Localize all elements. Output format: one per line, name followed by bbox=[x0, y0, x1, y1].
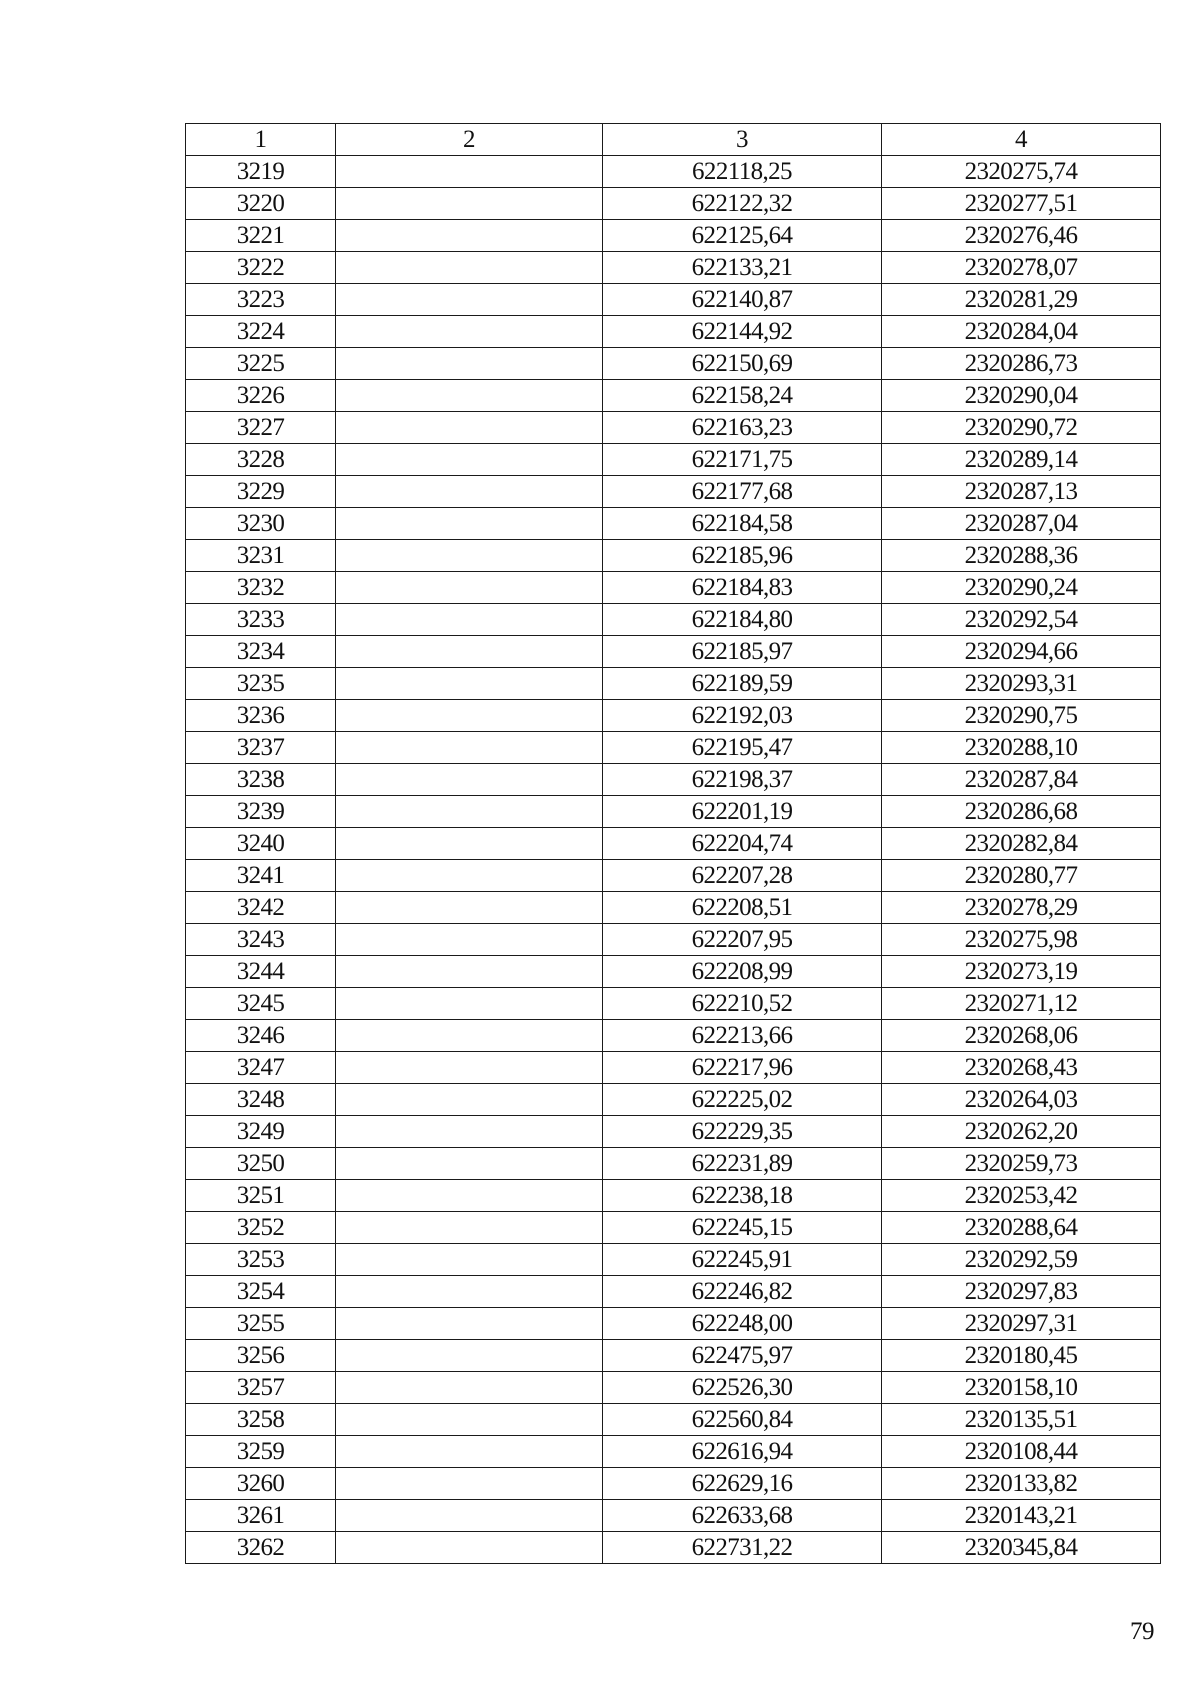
point-number-cell: 3239 bbox=[186, 796, 336, 828]
y-coordinate-cell: 2320292,54 bbox=[882, 604, 1161, 636]
table-row bbox=[186, 1148, 1161, 1180]
y-coordinate-cell: 2320287,84 bbox=[882, 764, 1161, 796]
x-coordinate-cell: 622616,94 bbox=[603, 1436, 882, 1468]
x-coordinate-cell: 622560,84 bbox=[603, 1404, 882, 1436]
description-cell bbox=[336, 764, 603, 796]
description-cell bbox=[336, 380, 603, 412]
y-coordinate-cell: 2320294,66 bbox=[882, 636, 1161, 668]
x-coordinate-cell: 622238,18 bbox=[603, 1180, 882, 1212]
x-coordinate-cell: 622526,30 bbox=[603, 1372, 882, 1404]
point-number-cell: 3230 bbox=[186, 508, 336, 540]
point-number-cell: 3246 bbox=[186, 1020, 336, 1052]
table-row bbox=[186, 252, 1161, 284]
y-coordinate-cell: 2320180,45 bbox=[882, 1340, 1161, 1372]
point-number-cell: 3229 bbox=[186, 476, 336, 508]
x-coordinate-cell: 622245,15 bbox=[603, 1212, 882, 1244]
x-coordinate-cell: 622229,35 bbox=[603, 1116, 882, 1148]
column-header-3: 3 bbox=[603, 124, 882, 156]
x-coordinate-cell: 622213,66 bbox=[603, 1020, 882, 1052]
y-coordinate-cell: 2320284,04 bbox=[882, 316, 1161, 348]
x-coordinate-cell: 622192,03 bbox=[603, 700, 882, 732]
point-number-cell: 3253 bbox=[186, 1244, 336, 1276]
description-cell bbox=[336, 476, 603, 508]
y-coordinate-cell: 2320271,12 bbox=[882, 988, 1161, 1020]
table-row bbox=[186, 1436, 1161, 1468]
y-coordinate-cell: 2320143,21 bbox=[882, 1500, 1161, 1532]
x-coordinate-cell: 622122,32 bbox=[603, 188, 882, 220]
description-cell bbox=[336, 796, 603, 828]
description-cell bbox=[336, 220, 603, 252]
x-coordinate-cell: 622731,22 bbox=[603, 1532, 882, 1564]
table-row bbox=[186, 796, 1161, 828]
x-coordinate-cell: 622207,28 bbox=[603, 860, 882, 892]
x-coordinate-cell: 622208,51 bbox=[603, 892, 882, 924]
description-cell bbox=[336, 252, 603, 284]
x-coordinate-cell: 622246,82 bbox=[603, 1276, 882, 1308]
description-cell bbox=[336, 732, 603, 764]
x-coordinate-cell: 622189,59 bbox=[603, 668, 882, 700]
x-coordinate-cell: 622133,21 bbox=[603, 252, 882, 284]
point-number-cell: 3238 bbox=[186, 764, 336, 796]
x-coordinate-cell: 622248,00 bbox=[603, 1308, 882, 1340]
point-number-cell: 3221 bbox=[186, 220, 336, 252]
point-number-cell: 3243 bbox=[186, 924, 336, 956]
table-row bbox=[186, 636, 1161, 668]
table-row bbox=[186, 732, 1161, 764]
y-coordinate-cell: 2320287,13 bbox=[882, 476, 1161, 508]
description-cell bbox=[336, 700, 603, 732]
x-coordinate-cell: 622185,97 bbox=[603, 636, 882, 668]
x-coordinate-cell: 622198,37 bbox=[603, 764, 882, 796]
x-coordinate-cell: 622475,97 bbox=[603, 1340, 882, 1372]
point-number-cell: 3261 bbox=[186, 1500, 336, 1532]
description-cell bbox=[336, 348, 603, 380]
table-row bbox=[186, 892, 1161, 924]
table-row bbox=[186, 956, 1161, 988]
table-row bbox=[186, 508, 1161, 540]
point-number-cell: 3223 bbox=[186, 284, 336, 316]
table-row bbox=[186, 572, 1161, 604]
table-row bbox=[186, 188, 1161, 220]
table-row bbox=[186, 1372, 1161, 1404]
x-coordinate-cell: 622225,02 bbox=[603, 1084, 882, 1116]
description-cell bbox=[336, 1468, 603, 1500]
description-cell bbox=[336, 1116, 603, 1148]
description-cell bbox=[336, 1020, 603, 1052]
y-coordinate-cell: 2320278,07 bbox=[882, 252, 1161, 284]
table-row bbox=[186, 1404, 1161, 1436]
y-coordinate-cell: 2320288,64 bbox=[882, 1212, 1161, 1244]
table-row bbox=[186, 988, 1161, 1020]
column-header-4: 4 bbox=[882, 124, 1161, 156]
point-number-cell: 3256 bbox=[186, 1340, 336, 1372]
description-cell bbox=[336, 636, 603, 668]
table-row bbox=[186, 156, 1161, 188]
table-row bbox=[186, 1244, 1161, 1276]
point-number-cell: 3240 bbox=[186, 828, 336, 860]
point-number-cell: 3251 bbox=[186, 1180, 336, 1212]
point-number-cell: 3244 bbox=[186, 956, 336, 988]
x-coordinate-cell: 622184,83 bbox=[603, 572, 882, 604]
description-cell bbox=[336, 828, 603, 860]
point-number-cell: 3224 bbox=[186, 316, 336, 348]
description-cell bbox=[336, 284, 603, 316]
point-number-cell: 3227 bbox=[186, 412, 336, 444]
description-cell bbox=[336, 572, 603, 604]
table-row bbox=[186, 540, 1161, 572]
table-row bbox=[186, 1212, 1161, 1244]
table-row bbox=[186, 604, 1161, 636]
point-number-cell: 3220 bbox=[186, 188, 336, 220]
y-coordinate-cell: 2320282,84 bbox=[882, 828, 1161, 860]
table-header-row bbox=[186, 124, 1161, 156]
x-coordinate-cell: 622184,58 bbox=[603, 508, 882, 540]
x-coordinate-cell: 622163,23 bbox=[603, 412, 882, 444]
coordinates-table-container bbox=[185, 123, 1160, 1564]
table-row bbox=[186, 1180, 1161, 1212]
table-row bbox=[186, 1532, 1161, 1564]
description-cell bbox=[336, 1500, 603, 1532]
description-cell bbox=[336, 892, 603, 924]
description-cell bbox=[336, 1052, 603, 1084]
point-number-cell: 3248 bbox=[186, 1084, 336, 1116]
y-coordinate-cell: 2320287,04 bbox=[882, 508, 1161, 540]
point-number-cell: 3242 bbox=[186, 892, 336, 924]
table-row bbox=[186, 1276, 1161, 1308]
point-number-cell: 3233 bbox=[186, 604, 336, 636]
x-coordinate-cell: 622629,16 bbox=[603, 1468, 882, 1500]
y-coordinate-cell: 2320262,20 bbox=[882, 1116, 1161, 1148]
description-cell bbox=[336, 156, 603, 188]
description-cell bbox=[336, 988, 603, 1020]
description-cell bbox=[336, 1180, 603, 1212]
description-cell bbox=[336, 1212, 603, 1244]
x-coordinate-cell: 622185,96 bbox=[603, 540, 882, 572]
y-coordinate-cell: 2320108,44 bbox=[882, 1436, 1161, 1468]
y-coordinate-cell: 2320259,73 bbox=[882, 1148, 1161, 1180]
table-row bbox=[186, 476, 1161, 508]
y-coordinate-cell: 2320268,06 bbox=[882, 1020, 1161, 1052]
x-coordinate-cell: 622177,68 bbox=[603, 476, 882, 508]
description-cell bbox=[336, 956, 603, 988]
description-cell bbox=[336, 1372, 603, 1404]
point-number-cell: 3259 bbox=[186, 1436, 336, 1468]
table-row bbox=[186, 700, 1161, 732]
point-number-cell: 3250 bbox=[186, 1148, 336, 1180]
y-coordinate-cell: 2320135,51 bbox=[882, 1404, 1161, 1436]
y-coordinate-cell: 2320277,51 bbox=[882, 188, 1161, 220]
y-coordinate-cell: 2320290,72 bbox=[882, 412, 1161, 444]
table-row bbox=[186, 1084, 1161, 1116]
y-coordinate-cell: 2320281,29 bbox=[882, 284, 1161, 316]
x-coordinate-cell: 622208,99 bbox=[603, 956, 882, 988]
page-number: 79 bbox=[1130, 1618, 1154, 1645]
description-cell bbox=[336, 188, 603, 220]
coordinates-table bbox=[185, 123, 1161, 1564]
table-row bbox=[186, 1308, 1161, 1340]
x-coordinate-cell: 622217,96 bbox=[603, 1052, 882, 1084]
x-coordinate-cell: 622144,92 bbox=[603, 316, 882, 348]
description-cell bbox=[336, 1148, 603, 1180]
description-cell bbox=[336, 1436, 603, 1468]
y-coordinate-cell: 2320133,82 bbox=[882, 1468, 1161, 1500]
point-number-cell: 3252 bbox=[186, 1212, 336, 1244]
description-cell bbox=[336, 604, 603, 636]
table-row bbox=[186, 444, 1161, 476]
x-coordinate-cell: 622195,47 bbox=[603, 732, 882, 764]
description-cell bbox=[336, 924, 603, 956]
table-row bbox=[186, 668, 1161, 700]
table-row bbox=[186, 828, 1161, 860]
description-cell bbox=[336, 1532, 603, 1564]
description-cell bbox=[336, 316, 603, 348]
table-row bbox=[186, 220, 1161, 252]
table-row bbox=[186, 1116, 1161, 1148]
description-cell bbox=[336, 1340, 603, 1372]
y-coordinate-cell: 2320290,75 bbox=[882, 700, 1161, 732]
table-row bbox=[186, 380, 1161, 412]
point-number-cell: 3247 bbox=[186, 1052, 336, 1084]
description-cell bbox=[336, 444, 603, 476]
y-coordinate-cell: 2320297,31 bbox=[882, 1308, 1161, 1340]
description-cell bbox=[336, 1084, 603, 1116]
point-number-cell: 3235 bbox=[186, 668, 336, 700]
point-number-cell: 3225 bbox=[186, 348, 336, 380]
x-coordinate-cell: 622125,64 bbox=[603, 220, 882, 252]
table-row bbox=[186, 1052, 1161, 1084]
y-coordinate-cell: 2320286,68 bbox=[882, 796, 1161, 828]
y-coordinate-cell: 2320290,24 bbox=[882, 572, 1161, 604]
x-coordinate-cell: 622171,75 bbox=[603, 444, 882, 476]
point-number-cell: 3226 bbox=[186, 380, 336, 412]
point-number-cell: 3241 bbox=[186, 860, 336, 892]
y-coordinate-cell: 2320293,31 bbox=[882, 668, 1161, 700]
point-number-cell: 3231 bbox=[186, 540, 336, 572]
table-row bbox=[186, 412, 1161, 444]
description-cell bbox=[336, 412, 603, 444]
description-cell bbox=[336, 1276, 603, 1308]
y-coordinate-cell: 2320280,77 bbox=[882, 860, 1161, 892]
point-number-cell: 3219 bbox=[186, 156, 336, 188]
table-row bbox=[186, 924, 1161, 956]
table-row bbox=[186, 284, 1161, 316]
y-coordinate-cell: 2320275,74 bbox=[882, 156, 1161, 188]
table-row bbox=[186, 764, 1161, 796]
x-coordinate-cell: 622633,68 bbox=[603, 1500, 882, 1532]
table-row bbox=[186, 1020, 1161, 1052]
description-cell bbox=[336, 1404, 603, 1436]
y-coordinate-cell: 2320253,42 bbox=[882, 1180, 1161, 1212]
x-coordinate-cell: 622184,80 bbox=[603, 604, 882, 636]
point-number-cell: 3245 bbox=[186, 988, 336, 1020]
point-number-cell: 3237 bbox=[186, 732, 336, 764]
table-row bbox=[186, 1340, 1161, 1372]
description-cell bbox=[336, 668, 603, 700]
y-coordinate-cell: 2320278,29 bbox=[882, 892, 1161, 924]
x-coordinate-cell: 622210,52 bbox=[603, 988, 882, 1020]
point-number-cell: 3232 bbox=[186, 572, 336, 604]
description-cell bbox=[336, 540, 603, 572]
y-coordinate-cell: 2320290,04 bbox=[882, 380, 1161, 412]
x-coordinate-cell: 622204,74 bbox=[603, 828, 882, 860]
coordinates-table-body bbox=[186, 124, 1161, 1564]
description-cell bbox=[336, 508, 603, 540]
y-coordinate-cell: 2320275,98 bbox=[882, 924, 1161, 956]
description-cell bbox=[336, 1308, 603, 1340]
x-coordinate-cell: 622201,19 bbox=[603, 796, 882, 828]
x-coordinate-cell: 622158,24 bbox=[603, 380, 882, 412]
point-number-cell: 3255 bbox=[186, 1308, 336, 1340]
table-row bbox=[186, 348, 1161, 380]
x-coordinate-cell: 622150,69 bbox=[603, 348, 882, 380]
y-coordinate-cell: 2320292,59 bbox=[882, 1244, 1161, 1276]
description-cell bbox=[336, 1244, 603, 1276]
y-coordinate-cell: 2320289,14 bbox=[882, 444, 1161, 476]
table-row bbox=[186, 1500, 1161, 1532]
y-coordinate-cell: 2320268,43 bbox=[882, 1052, 1161, 1084]
table-row bbox=[186, 860, 1161, 892]
y-coordinate-cell: 2320288,36 bbox=[882, 540, 1161, 572]
point-number-cell: 3254 bbox=[186, 1276, 336, 1308]
y-coordinate-cell: 2320273,19 bbox=[882, 956, 1161, 988]
x-coordinate-cell: 622207,95 bbox=[603, 924, 882, 956]
table-row bbox=[186, 1468, 1161, 1500]
point-number-cell: 3228 bbox=[186, 444, 336, 476]
column-header-2: 2 bbox=[336, 124, 603, 156]
point-number-cell: 3258 bbox=[186, 1404, 336, 1436]
table-row bbox=[186, 316, 1161, 348]
column-header-1: 1 bbox=[186, 124, 336, 156]
x-coordinate-cell: 622118,25 bbox=[603, 156, 882, 188]
point-number-cell: 3257 bbox=[186, 1372, 336, 1404]
y-coordinate-cell: 2320288,10 bbox=[882, 732, 1161, 764]
point-number-cell: 3222 bbox=[186, 252, 336, 284]
y-coordinate-cell: 2320276,46 bbox=[882, 220, 1161, 252]
point-number-cell: 3236 bbox=[186, 700, 336, 732]
point-number-cell: 3249 bbox=[186, 1116, 336, 1148]
point-number-cell: 3234 bbox=[186, 636, 336, 668]
description-cell bbox=[336, 860, 603, 892]
y-coordinate-cell: 2320286,73 bbox=[882, 348, 1161, 380]
point-number-cell: 3260 bbox=[186, 1468, 336, 1500]
point-number-cell: 3262 bbox=[186, 1532, 336, 1564]
x-coordinate-cell: 622231,89 bbox=[603, 1148, 882, 1180]
x-coordinate-cell: 622245,91 bbox=[603, 1244, 882, 1276]
y-coordinate-cell: 2320264,03 bbox=[882, 1084, 1161, 1116]
x-coordinate-cell: 622140,87 bbox=[603, 284, 882, 316]
y-coordinate-cell: 2320297,83 bbox=[882, 1276, 1161, 1308]
y-coordinate-cell: 2320158,10 bbox=[882, 1372, 1161, 1404]
y-coordinate-cell: 2320345,84 bbox=[882, 1532, 1161, 1564]
